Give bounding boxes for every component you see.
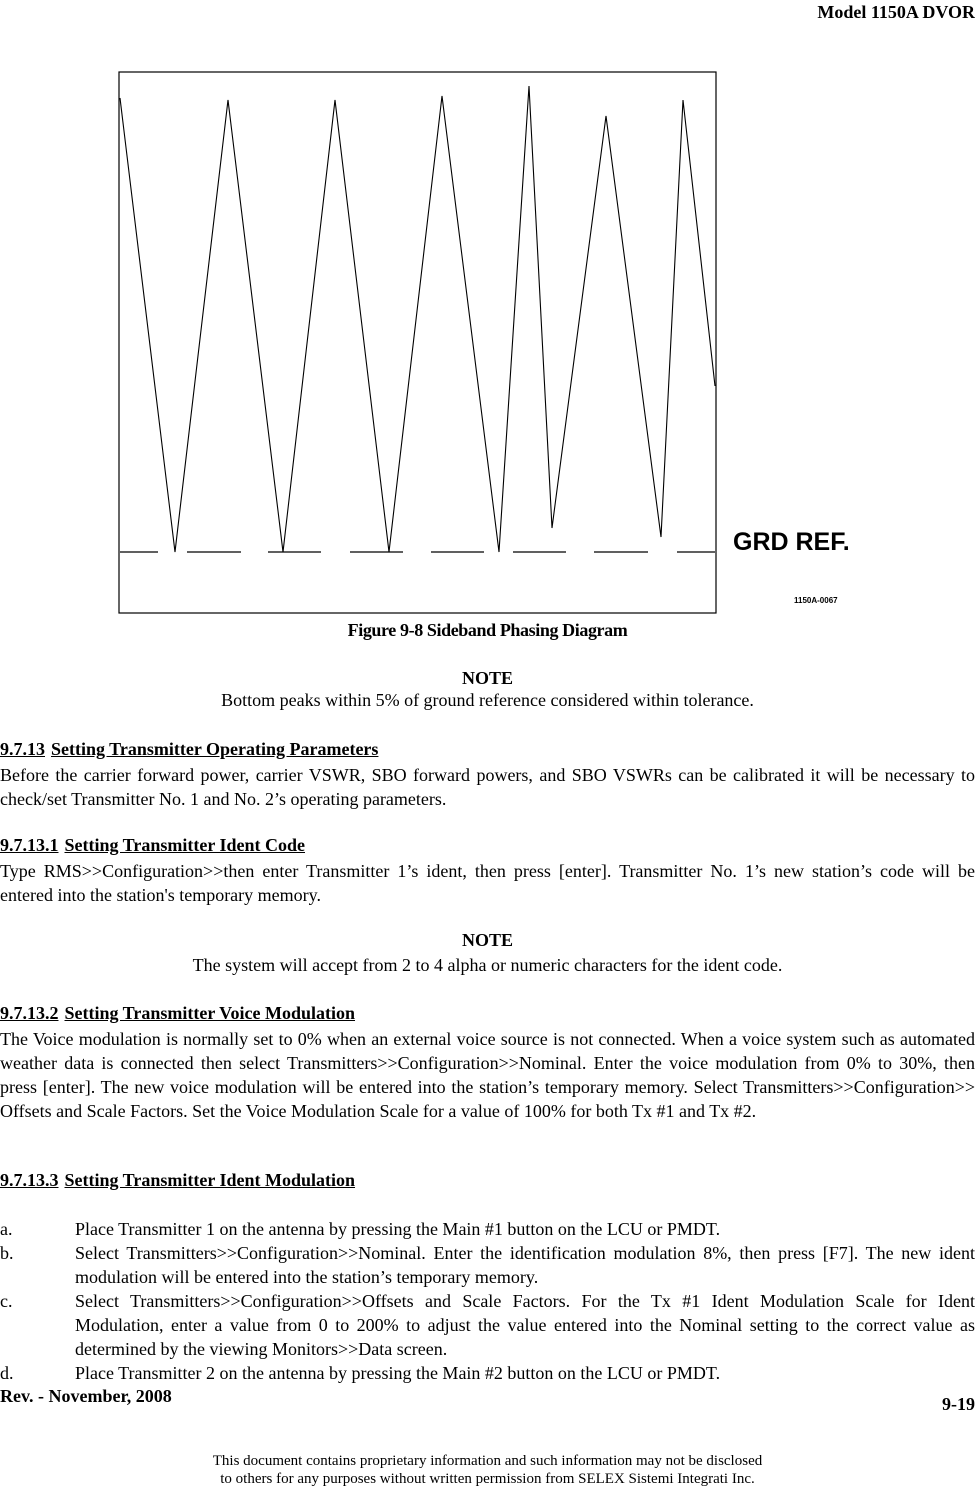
list-item-letter: b.	[0, 1243, 14, 1263]
page-number: 9-19	[942, 1394, 975, 1414]
section-number: 9.7.13.3	[0, 1170, 59, 1190]
section-number: 9.7.13	[0, 739, 45, 759]
list-item	[0, 1361, 975, 1385]
list-item-text: Select Transmitters>>Configuration>>Nominal. Enter the identification modulation 8%, then press [F7]. The new ident modulation will be entered into the station’s temporary memory.	[75, 1243, 975, 1287]
figure-id-label: 1150A-0067	[794, 596, 838, 605]
list-item-letter: d.	[0, 1363, 14, 1383]
section-title: Setting Transmitter Ident Modulation	[64, 1170, 356, 1190]
section-paragraph: Type RMS>>Configuration>>then enter Transmitter 1’s ident, then press [enter]. Transmitter No. 1’s new station’s code will be entered into the station's temporary memory.	[0, 861, 975, 905]
section-heading-9-7-13-3	[0, 1170, 355, 1191]
list-item	[0, 1241, 975, 1289]
section-heading-9-7-13-2	[0, 1003, 355, 1024]
section-title: Setting Transmitter Ident Code	[64, 835, 305, 855]
section-heading-9-7-13-1	[0, 835, 305, 856]
section-number: 9.7.13.1	[0, 835, 59, 855]
procedure-list	[0, 1217, 975, 1385]
note-text: The system will accept from 2 to 4 alpha or numeric characters for the ident code.	[192, 955, 783, 975]
section-title: Setting Transmitter Operating Parameters	[51, 739, 379, 759]
list-item-text: Select Transmitters>>Configuration>>Offsets and Scale Factors. For the Tx #1 Ident Modulation Scale for Ident Modulation, enter a value from 0 to 200% to adjust the value entered into the Nominal setting to the correct value as determined by the viewing Monitors>>Data screen.	[75, 1291, 975, 1359]
list-item	[0, 1217, 975, 1241]
list-item	[0, 1289, 975, 1361]
list-item-text: Place Transmitter 1 on the antenna by pressing the Main #1 button on the LCU or PMDT.	[75, 1219, 721, 1239]
list-item-letter: a.	[0, 1219, 13, 1239]
revision-date: Rev. - November, 2008	[0, 1386, 172, 1406]
ground-reference-label: GRD REF.	[733, 528, 850, 556]
document-model-header: Model 1150A DVOR	[817, 2, 975, 22]
disclaimer-line: to others for any purposes without written permission from SELEX Sistemi Integrati Inc.	[220, 1471, 755, 1487]
note-text: Bottom peaks within 5% of ground reference considered within tolerance.	[221, 690, 754, 710]
list-item-text: Place Transmitter 2 on the antenna by pressing the Main #2 button on the LCU or PMDT.	[75, 1363, 721, 1383]
diagram-frame	[119, 72, 716, 613]
section-paragraph: The Voice modulation is normally set to 0% when an external voice source is not connected. When a voice system such as automated weather data is connected then select Transmitters>>Configuration>>Nominal. Enter the voice modulation from 0% to 30%, then press [enter]. The new voice modulation will be entered into the station’s temporary memory. Select Transmitters>>Configuration>> Offsets and Scale Factors. Set the Voice Modulation Scale for a value of 100% for both Tx #1 and Tx #2.	[0, 1029, 975, 1121]
note-title: NOTE	[461, 930, 513, 950]
sideband-waveform	[120, 86, 715, 552]
section-heading-9-7-13	[0, 739, 378, 760]
proprietary-disclaimer	[0, 1452, 975, 1488]
section-number: 9.7.13.2	[0, 1003, 59, 1023]
section-title: Setting Transmitter Voice Modulation	[64, 1003, 356, 1023]
section-paragraph: Before the carrier forward power, carrier VSWR, SBO forward powers, and SBO VSWRs can be calibrated it will be necessary to check/set Transmitter No. 1 and No. 2’s operating parameters.	[0, 765, 975, 809]
disclaimer-line: This document contains proprietary information and such information may not be disclosed	[212, 1453, 763, 1469]
note-title: NOTE	[461, 668, 513, 688]
sideband-phasing-diagram	[118, 70, 717, 615]
list-item-letter: c.	[0, 1291, 13, 1311]
figure-caption: Figure 9-8 Sideband Phasing Diagram	[347, 620, 628, 640]
